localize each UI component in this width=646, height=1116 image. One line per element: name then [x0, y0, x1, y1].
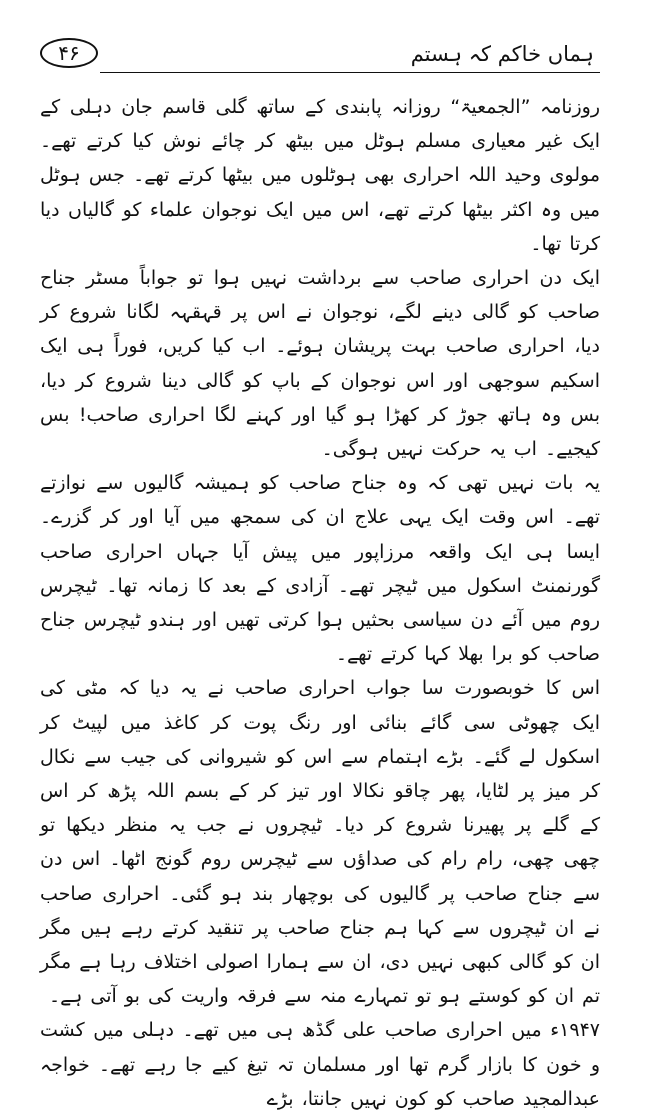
page-header — [40, 38, 600, 78]
paragraph-5: ۱۹۴۷ء میں احراری صاحب علی گڈھ ہی میں تھے۔ دہلی میں کشت و خون کا بازار گرم تھا اور مسلمان تہ تیغ کیے جا رہے تھے۔ خواجہ عبدالمجید صاحب کو کون نہیں جانتا، بڑے — [40, 1019, 600, 1110]
running-title: ہماں خاکم کہ ہستم — [410, 42, 594, 66]
paragraph-3: یہ بات نہیں تھی کہ وہ جناح صاحب کو ہمیشہ گالیوں سے نوازتے تھے۔ اس وقت ایک یہی علاج ان کی سمجھ میں آیا اور کر گزرے۔ ایسا ہی ایک واقعہ مرزاپور میں پیش آیا جہاں احراری صاحب گورنمنٹ اسکول میں ٹیچر تھے۔ آزادی کے بعد کا زمانہ تھا۔ ٹیچرس روم میں آئے دن سیاسی بحثیں ہوا کرتی تھیں اور ہندو ٹیچرس جناح صاحب کو برا بھلا کہا کرتے تھے۔ — [40, 472, 600, 666]
paragraph-1: روزنامہ ”الجمعیۃ“ روزانہ پابندی کے ساتھ گلی قاسم جان دہلی کے ایک غیر معیاری مسلم ہوٹل میں بیٹھ کر چائے نوش کیا کرتے تھے۔ مولوی وحید اللہ احراری بھی ہوٹلوں میں بیٹھا کرتے تھے۔ جس ہوٹل میں وہ اکثر بیٹھا کرتے تھے، اس میں ایک نوجوان علماء کو گالیاں دیا کرتا تھا۔ — [40, 96, 600, 255]
paragraph-2: ایک دن احراری صاحب سے برداشت نہیں ہوا تو جواباً مسٹر جناح صاحب کو گالی دینے لگے، نوجوان نے اس پر قہقہہ لگانا شروع کر دیا، احراری صاحب بہت پریشان ہوئے۔ اب کیا کریں، فوراً ہی ایک اسکیم سوجھی اور اس نوجوان کے باپ کو گالی دینا شروع کر دیا، بس وہ ہاتھ جوڑ کر کھڑا ہو گیا اور کہنے لگا احراری صاحب! بس کیجیے۔ اب یہ حرکت نہیں ہوگی۔ — [40, 267, 600, 461]
page-number: ۴۶ — [40, 38, 98, 68]
paragraph-4: اس کا خوبصورت سا جواب احراری صاحب نے یہ دیا کہ مٹی کی ایک چھوٹی سی گائے بنائی اور رنگ پوت کر کاغذ میں لپیٹ کر اسکول لے گئے۔ بڑے اہتمام سے اس کو شیروانی کی جیب سے نکال کر میز پر لٹایا، پھر چاقو نکالا اور تیز کر کے بسم اللہ پڑھ کر اس کے گلے پر پھیرنا شروع کر دیا۔ ٹیچروں نے جب یہ منظر دیکھا تو چھی چھی، رام رام کی صداؤں سے ٹیچرس روم گونج اٹھا۔ اس دن سے جناح صاحب پر گالیوں کی بوچھار بند ہو گئی۔ احراری صاحب نے ان ٹیچروں سے کہا ہم جناح صاحب پر تنقید کرتے رہے ہیں مگر ان کو گالی کبھی نہیں دی، ان سے ہمارا اصولی اختلاف رہا ہے مگر تم ان کو کوستے ہو تو تمہارے منہ سے فرقہ واریت کی بو آتی ہے۔ — [40, 677, 600, 1008]
header-rule — [100, 72, 600, 73]
body-text — [40, 90, 600, 1116]
